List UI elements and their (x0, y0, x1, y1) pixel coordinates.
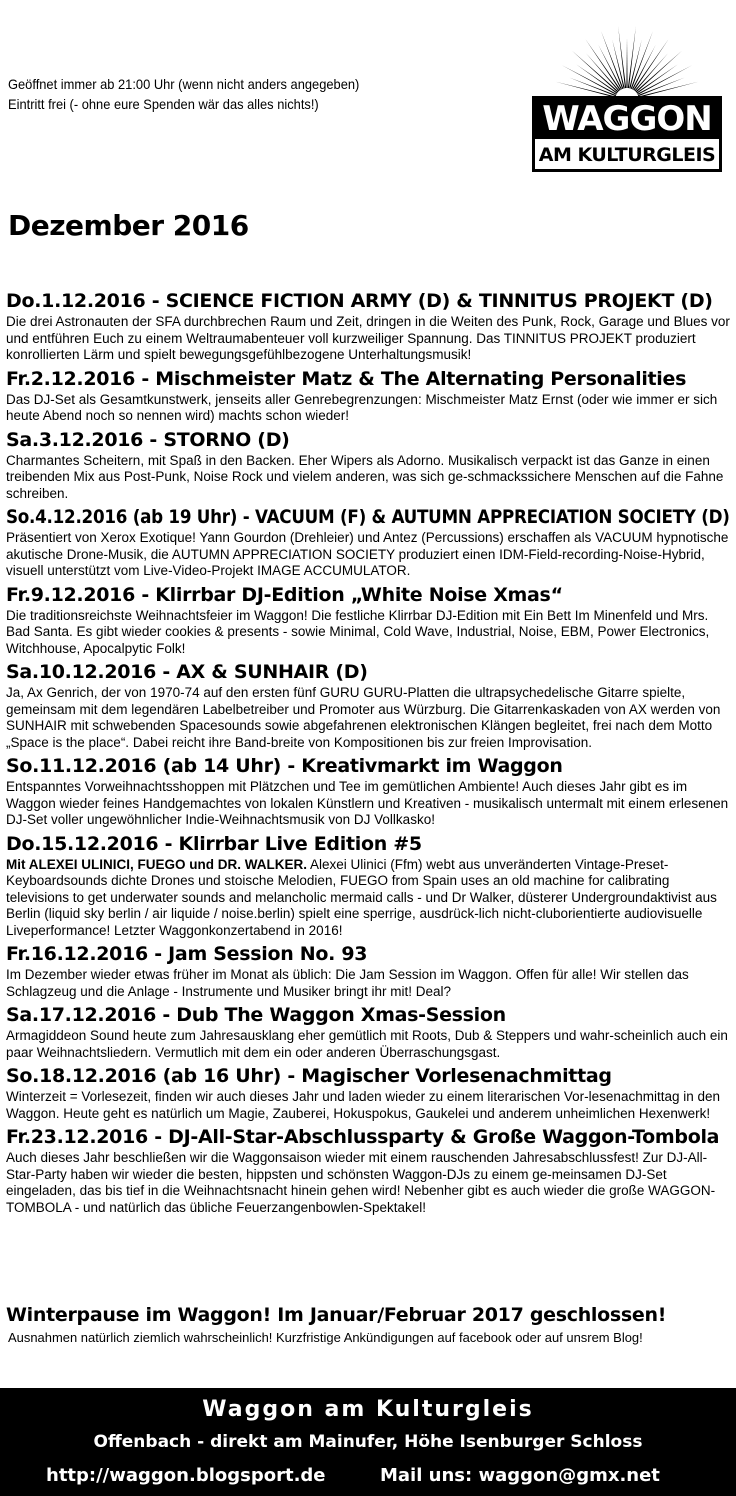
event-description: Ja, Ax Genrich, der von 1970-74 auf den ersten fünf GURU GURU-Platten die ultrapsychedelische Gitarre spielte, gemeinsam mit dem legendären Labelbetreiber und Promoter aus Würzburg. Die Gitarrenkaskaden von AX werden von SUNHAIR mit schwebenden Spacesounds sowie abgefahrenen elektronischen Klängen begleitet, frei nach dem Motto „Space is the place“. Dabei reicht ihre Band-breite von Kompositionen bis zur freien Improvisation. (6, 685, 721, 750)
event-lineup: Mit ALEXEI ULINICI, FUEGO und DR. WALKER. (6, 856, 307, 872)
event-description-text: Alexei Ulinici (Ffm) webt aus unveränderten Vintage-Preset-Keyboardsounds dichte Drones und stoische Melodien, FUEGO from Spain uses an old machine for calibrating televisions to get underwater sounds and melancholic mermaid calls - und Dr Walker, düsterer Undergroundaktivist aus Berlin (liquid sky berlin / air liquide / noise.berlin) spielt eine sperrige, ausdrück-lich nicht-cluborientierte audiovisuelle Liveperformance! Letzter Waggonkonzertabend in 2016! (6, 856, 717, 938)
event-title: Fr.9.12.2016 - Klirrbar DJ-Edition „White Noise Xmas“ (6, 583, 563, 606)
opening-info (8, 74, 468, 114)
event-description: Die drei Astronauten der SFA durchbrechen Raum und Zeit, dringen in die Weiten des Punk, Rock, Garage und Blues vor und entführen Euch zu einem Weltraumabenteuer voll kurzweiliger Spannung. Das TINNITUS PROJEKT produziert konrollierten Lärm und spielt bewegungsgefühlbezogene Unterhaltungsmusik! (6, 314, 730, 362)
event-item (6, 1124, 730, 1216)
month-title: Dezember 2016 (8, 209, 249, 242)
winter-break-note: Ausnahmen natürlich ziemlich wahrscheinlich! Kurzfristige Ankündigungen auf facebook oder auf unsrem Blog! (8, 1330, 643, 1345)
event-description: Charmantes Scheitern, mit Spaß in den Backen. Eher Wipers als Adorno. Musikalisch verpackt ist das Ganze in einen treibenden Mix aus Post-Punk, Noise Rock und vielem anderen, was sich ge-schmackssichere Menschen auf die Fahne schreiben. (6, 452, 724, 501)
event-item (6, 288, 730, 364)
event-description: Präsentiert von Xerox Exotique! Yann Gourdon (Drehleier) und Antez (Percussions) erschaffen als VACUUM hypnotische akutische Drone-Musik, die AUTUMN APPRECIATION SOCIETY produziert einen IDM-Field-recording-Noise-Hybrid, visuell unterstützt vom Live-Video-Projekt IMAGE ACCUMULATOR. (6, 530, 729, 578)
waggon-logo (532, 18, 722, 172)
event-item (6, 427, 730, 503)
sunburst-icon (532, 18, 722, 100)
event-description: Das DJ-Set als Gesamtkunstwerk, jenseits aller Genrebegrenzungen: Mischmeister Matz Ernst (oder wie immer er sich heute Abend noch so nennen wird) machts schon wieder! (6, 391, 718, 423)
footer-email-link[interactable]: Mail uns: waggon@gmx.net (380, 1465, 660, 1486)
event-title: So.11.12.2016 (ab 14 Uhr) - Kreativmarkt im Waggon (6, 755, 563, 777)
event-title: Fr.16.12.2016 - Jam Session No. 93 (6, 943, 368, 965)
logo-subtitle: AM KULTURGLEIS (538, 144, 716, 166)
logo-box (532, 96, 722, 172)
event-item (6, 941, 730, 1000)
event-title: So.18.12.2016 (ab 16 Uhr) - Magischer Vorlesenachmittag (6, 1065, 612, 1087)
event-title: Do.15.12.2016 - Klirrbar Live Edition #5 (6, 832, 422, 855)
event-item (6, 1002, 730, 1061)
event-description: Im Dezember wieder etwas früher im Monat als üblich: Die Jam Session im Waggon. Offen für alle! Wir stellen das Schlagzeug und die Anlage - Instrumente und Musiker bringt ihr mit! Deal? (6, 967, 689, 999)
event-item (6, 659, 730, 751)
event-title: Do.1.12.2016 - SCIENCE FICTION ARMY (D) & TINNITUS PROJEKT (D) (6, 290, 713, 312)
footer-title: Waggon am Kulturgleis (202, 1397, 534, 1422)
logo-wordmark: WAGGON (535, 99, 719, 139)
event-title: Fr.2.12.2016 - Mischmeister Matz & The Alternating Personalities (6, 367, 687, 390)
event-description (6, 857, 730, 940)
entry-info: Eintritt frei (- ohne eure Spenden wär das alles nichts!) (8, 96, 319, 112)
event-description: Armagiddeon Sound heute zum Jahresausklang eher gemütlich mit Roots, Dub & Steppers und wahr-scheinlich auch ein paar Weihnachtsliedern. Vermutlich mit dem ein oder anderen Überraschungsgast. (6, 1028, 728, 1060)
footer-address: Offenbach - direkt am Mainufer, Höhe Isenburger Schloss (93, 1432, 643, 1452)
footer-website-link[interactable]: http://waggon.blogsport.de (46, 1465, 326, 1486)
event-item (6, 831, 730, 940)
event-description: Die traditionsreichste Weihnachtsfeier im Waggon! Die festliche Klirrbar DJ-Edition mit Ein Bett Im Minenfeld und Mrs. Bad Santa. Es gibt wieder cookies & presents - sowie Minimal, Cold Wave, Industrial, Noise, EBM, Power Electronics, Witchhouse, Apocalpytic Folk! (6, 607, 710, 656)
event-title: So.4.12.2016 (ab 19 Uhr) - VACUUM (F) & AUTUMN APPRECIATION SOCIETY (D) (6, 506, 730, 528)
event-item (6, 504, 730, 580)
event-title: Sa.10.12.2016 - AX & SUNHAIR (D) (6, 661, 368, 683)
event-title: Sa.17.12.2016 - Dub The Waggon Xmas-Session (6, 1004, 506, 1026)
event-description: Auch dieses Jahr beschließen wir die Waggonsaison wieder mit einem rauschenden Jahresabschlussfest! Zur DJ-All-Star-Party haben wir wieder die besten, hippsten und schönsten Waggon-DJs zu einem ge-meinsamen DJ-Set eingeladen, das bis tief in die Weihnachtsnacht hinein gehen wird! Nebenher gibt es auch wieder die große WAGGON-TOMBOLA - und natürlich das übliche Feuerzangenbowlen-Spektakel! (6, 1150, 716, 1215)
event-item (6, 1063, 730, 1122)
event-item (6, 753, 730, 829)
event-list (6, 288, 730, 1218)
event-title: Sa.3.12.2016 - STORNO (D) (6, 428, 290, 451)
event-item (6, 366, 730, 425)
event-item (6, 582, 730, 658)
winter-break-title: Winterpause im Waggon! Im Januar/Februar 2017 geschlossen! (6, 1304, 667, 1326)
event-description: Winterzeit = Vorlesezeit, finden wir auch dieses Jahr und laden wieder zu einem literarischen Vor-lesenachmittag in den Waggon. Heute geht es natürlich um Magie, Zauberei, Hokuspokus, Gaukelei und anderem unheimlichen Hexenwerk! (6, 1089, 721, 1121)
event-description: Entspanntes Vorweihnachtsshoppen mit Plätzchen und Tee im gemütlichen Ambiente! Auch dieses Jahr gibt es im Waggon wieder feines Handgemachtes von lokalen Künstlern und Kreativen - musikalisch untermalt mit einem erlesenen DJ-Set voller ungewöhnlicher Indie-Weihnachtsmusik von DJ Vollkasko! (6, 779, 729, 827)
footer (0, 1388, 736, 1496)
event-title: Fr.23.12.2016 - DJ-All-Star-Abschlussparty & Große Waggon-Tombola (6, 1126, 720, 1148)
opening-hours: Geöffnet immer ab 21:00 Uhr (wenn nicht anders angegeben) (8, 76, 360, 92)
